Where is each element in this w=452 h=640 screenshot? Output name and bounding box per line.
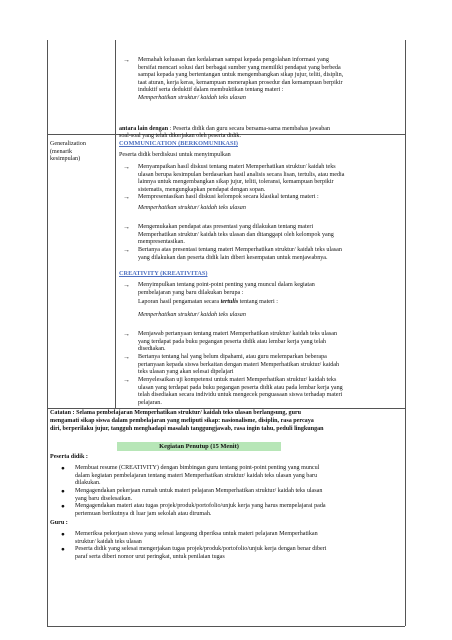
arrow-icon: → [123, 353, 130, 361]
guru-label: Guru : [50, 520, 68, 526]
creativity-heading: CREATIVITY (KREATIVITAS) [119, 270, 208, 277]
comm-item3-l1: Mengemukakan pendapat atas presentasi yang dilakukan tentang materi [138, 224, 314, 230]
penutup-p2-l2: yang baru diselesaikan. [75, 495, 133, 502]
penutup-g1-l2: struktur/ kaidah teks ulasan [75, 538, 142, 545]
penutup-p2-l1: Mengagendakan pekerjaan rumah untuk materi pelajaran Memperhatikan struktur/ kaidah teks ulasan [75, 488, 323, 494]
intro-bold: antara lain dengan [119, 126, 169, 132]
top-line-2: bersifat mencari solusi dari berbagai sumber yang memiliki pendapat yang berbeda [138, 64, 341, 71]
comm-item1-l1: Menyampaikan hasil diskusi tentang materi Memperhatikan struktur/ kaidah teks [138, 164, 336, 170]
catatan-line-3: diri, berperilaku jujur, tangguh menghadapi masalah tanggungjawab, rasa ingin tahu, peduli lingkungan [50, 426, 324, 432]
crea-item2-l3: disediakan. [138, 346, 166, 352]
crea-item3-l2: pertanyaan kepada siswa berkaitan dengan materi Memperhatikan struktur/ kaidah [138, 361, 340, 368]
crea-item1-l1: Menyimpulkan tentang point-point penting yang muncul dalam kegiatan [138, 282, 315, 288]
bullet-icon: ● [61, 546, 65, 553]
top-line-3: sampai kepada yang bertentangan untuk mengembangkan sikap jujur, teliti, disiplin, [138, 72, 344, 78]
peserta-label: Peserta didik : [50, 454, 88, 460]
table-bottom-rule [47, 626, 405, 627]
communication-heading: COMMUNICATION (BERKOMUNIKASI) [119, 140, 238, 147]
comm-item3-l2: Memperhatikan struktur/ kaidah teks ulasan dan ditanggapi oleh kelompok yang [138, 231, 334, 238]
crea-item4-l2: ulasan yang terdapat pada buku pegangan peserta didik atau pada lembar kerja yang [138, 384, 343, 391]
penutup-p3-l1: Mengagendakan materi atau tugas projek/produk/portofolio/unjuk kerja yang harus mempelajarai pada [75, 503, 326, 509]
crea-item1-l2: pembelajaran yang baru dilakukan berupa : [138, 289, 244, 296]
outer-right-bottom [405, 408, 406, 626]
left-col-line-1: Generalization [50, 141, 86, 147]
arrow-icon: → [123, 56, 130, 64]
arrow-icon: → [123, 330, 130, 338]
column-divider [115, 40, 116, 408]
crea-item2-l1: Menjawab pertanyaan tentang materi Memperhatikan struktur/ kaidah teks ulasan [138, 331, 337, 337]
arrow-icon: → [123, 376, 130, 384]
comm-item1-l2: ulasan berupa kesimpulan berdasarkan hasil analisis secara lisan, tertulis, atau media [138, 171, 345, 178]
arrow-icon: → [123, 246, 130, 254]
comm-item1-l4: sistematis, mengungkapkan pendapat dengan sopan. [138, 186, 266, 193]
comm-item2-l2: Memperhatikan struktur/ kaidah teks ulasan [138, 205, 246, 211]
bullet-icon: ● [61, 488, 65, 495]
top-line-5: induktif serta deduktif dalam membuktikan tentang materi : [138, 87, 284, 93]
comm-item1-l3: lainnya untuk mengembangkan sikap jujur, teliti, toleransi, kemampuan berpikir [138, 179, 334, 185]
crea-item4-l4: pelajaran. [138, 399, 162, 406]
crea-item1-l3-pre: Laporan hasil pengamatan secara [138, 299, 221, 305]
top-line-4: taat aturan, kerja keras, kemampuan menerapkan prosedur dan kemampuan berpikir [138, 79, 343, 86]
table-border-right [405, 40, 406, 408]
arrow-icon: → [123, 223, 130, 231]
crea-item1-l3 [138, 299, 278, 306]
communication-intro: Peserta didik berdiskusi untuk menyimpulkan [119, 152, 231, 158]
penutup-g1-l1: Memeriksa pekerjaan siswa yang selesai langsung diperiksa untuk materi pelajaran Memperhatikan [75, 531, 318, 537]
intro-line-2: soal-soal yang telah dikerjakan oleh peserta didik. [119, 133, 242, 139]
arrow-icon: → [123, 193, 130, 201]
crea-item1-l3-post: tentang materi : [238, 299, 278, 305]
crea-item1-l3-em: tertulis [220, 299, 239, 305]
penutup-g2-l2: paraf serta diberi nomor urut peringkat, untuk penilaian tugas [75, 553, 225, 560]
outer-left-bottom [47, 408, 48, 626]
crea-item4-l3: telah disediakan secara individu untuk mengecek penguasaan siswa terhadap materi [138, 392, 343, 398]
penutup-p1-l1: Membuat resume (CREATIVITY) dengan bimbingan guru tentang point-point penting yang muncul [75, 465, 320, 471]
arrow-icon: → [123, 163, 130, 171]
bullet-icon: ● [61, 503, 65, 510]
crea-item1-l4: Memperhatikan struktur/ kaidah teks ulasan [138, 312, 246, 318]
comm-item4-l2: yang dilakukan dan peserta didik lain diberi kesempatan untuk menjawabnya. [138, 254, 328, 261]
penutup-p3-l2: pertemuan berikutnya di luar jam sekolah atau dirumah. [75, 510, 212, 517]
catatan-line-1: Catatan : Selama pembelajaran Memperhatikan struktur/ kaidah teks ulasan berlangsung, guru [50, 410, 302, 416]
left-col-line-2: (menarik [50, 148, 72, 155]
left-col-line-3: kesimpulan) [50, 156, 81, 162]
bullet-icon: ● [61, 531, 65, 538]
catatan-top-rule [47, 408, 405, 409]
comm-item4-l1: Bertanya atas presentasi tentang materi Memperhatikan struktur/ kaidah teks ulasan [138, 247, 342, 253]
penutup-g2-l1: Peserta didik yang selesai mengerjakan tugas projek/produk/portofolio/unjuk kerja dengan benar diberi [75, 546, 327, 552]
crea-item2-l2: yang terdapat pada buku pegangan peserta didik atau lembar kerja yang telah [138, 338, 326, 345]
catatan-line-2: mengamati sikap siswa dalam pembelajaran yang meliputi sikap: nasionalisme, disiplin, rasa percaya [50, 418, 314, 424]
arrow-icon: → [123, 281, 130, 289]
top-line-1: Memahah keluasan dan kedalaman sampai kepada pengolahan informasi yang [138, 57, 329, 63]
top-line-6: Memperhatikan struktur/ kaidah teks ulasan [138, 94, 246, 101]
comm-item3-l3: mempresentasikan. [138, 239, 185, 245]
penutup-p1-l3: dilakukan. [75, 480, 101, 486]
crea-item4-l1: Menyelesaikan uji kompetensi untuk materi Memperhatikan struktur/ kaidah teks [138, 377, 337, 383]
crea-item3-l1: Bertanya tentang hal yang belum dipahami, atau guru melemparkan beberapa [138, 354, 327, 360]
intro-rest: : Peserta didik dan guru secara bersama-sama membahas jawaban [168, 126, 331, 132]
penutup-title: Kegiatan Penutup (15 Menit) [159, 443, 239, 450]
penutup-p1-l2: dalam kegiatan pembelajaran tentang materi Memperhatikan struktur/ kaidah teks ulasan yang baru [75, 472, 318, 479]
table-border-left [47, 40, 48, 408]
crea-item3-l3: teks ulasan yang akan selesai dipelajari [138, 369, 234, 375]
comm-item2-l1: Mempresentasikan hasil diskusi kelompok secara klasikal tentang materi : [138, 194, 319, 200]
bullet-icon: ● [61, 465, 65, 472]
